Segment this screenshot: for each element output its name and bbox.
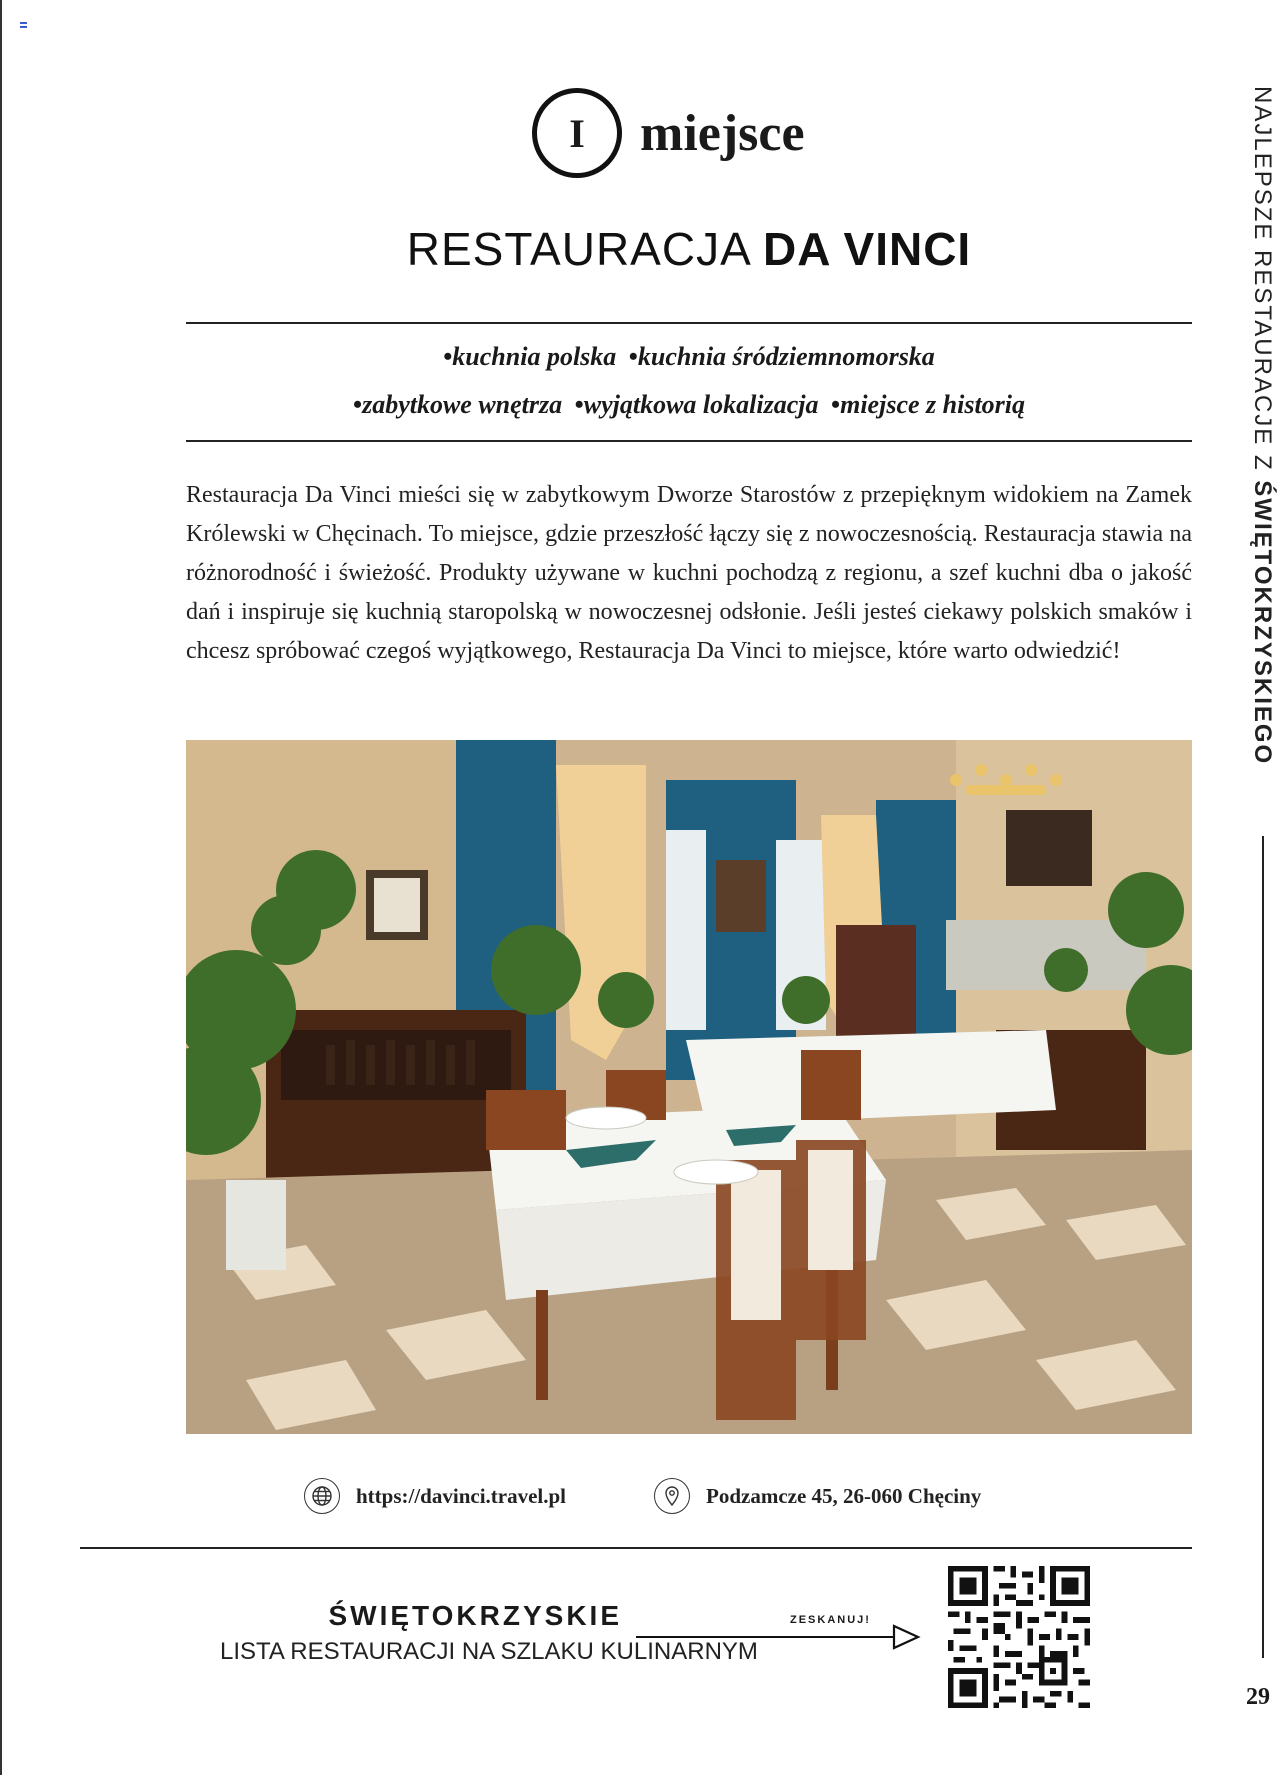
sidebar-prefix: NAJLEPSZE RESTAURACJE Z	[1249, 86, 1276, 472]
sidebar-heading	[1248, 86, 1276, 765]
divider-top	[186, 322, 1192, 324]
restaurant-name: DA VINCI	[763, 223, 972, 275]
region-subtitle: LISTA RESTAURACJI NA SZLAKU KULINARNYM	[220, 1638, 758, 1665]
arrow-right-icon	[636, 1622, 922, 1652]
tags-line-2	[186, 390, 1192, 420]
tag: • zabytkowe wnętrza	[353, 390, 562, 419]
globe-icon	[304, 1478, 340, 1514]
website-link[interactable]	[304, 1476, 566, 1516]
description: Restauracja Da Vinci mieści się w zabytkowym Dworze Starostów z przepięknym widokiem na Zamek Królewski w Chęcinach. To miejsce, gdzie przeszłość łączy się z nowoczesnością. Restauracja stawia na różnorodność i świeżość. Produkty używane w kuchni pochodzą z regionu, a szef kuchni dba o jakość dań i inspiruje się kuchnią staropolską w nowoczesnej odsłonie. Jeśli jesteś ciekawy polskich smaków i chcesz spróbować czegoś wyjątkowego, Restauracja Da Vinci to miejsce, które warto odwiedzić!	[186, 482, 1192, 664]
tag: • wyjątkowa lokalizacja	[575, 390, 819, 419]
address-text: Podzamcze 45, 26-060 Chęciny	[706, 1483, 982, 1508]
page-number: 29	[1246, 1684, 1270, 1710]
title-prefix: RESTAURACJA	[406, 223, 750, 275]
tag: • miejsce z historią	[831, 390, 1025, 419]
website-url[interactable]: https://davinci.travel.pl	[356, 1483, 567, 1508]
sidebar-rule	[1262, 836, 1264, 1658]
qr-code[interactable]	[948, 1566, 1090, 1708]
tags-line-1	[186, 342, 1192, 372]
place-word: miejsce	[640, 104, 805, 162]
menu-icon	[20, 22, 27, 28]
restaurant-interior-photo	[186, 740, 1192, 1434]
restaurant-title	[186, 222, 1192, 276]
address	[654, 1476, 981, 1516]
place-badge	[532, 88, 805, 178]
location-pin-icon	[654, 1478, 690, 1514]
scan-label: ZESKANUJ!	[790, 1614, 871, 1626]
tag: • kuchnia śródziemnomorska	[629, 342, 935, 371]
region-title: ŚWIĘTOKRZYSKIE	[328, 1600, 622, 1631]
tag: • kuchnia polska	[443, 342, 616, 371]
divider-bottom	[80, 1547, 1192, 1549]
page-left-border	[0, 0, 2, 1775]
divider-middle	[186, 440, 1192, 442]
sidebar-highlight: ŚWIĘTOKRZYSKIEGO	[1249, 480, 1276, 766]
place-numeral: I	[532, 88, 622, 178]
